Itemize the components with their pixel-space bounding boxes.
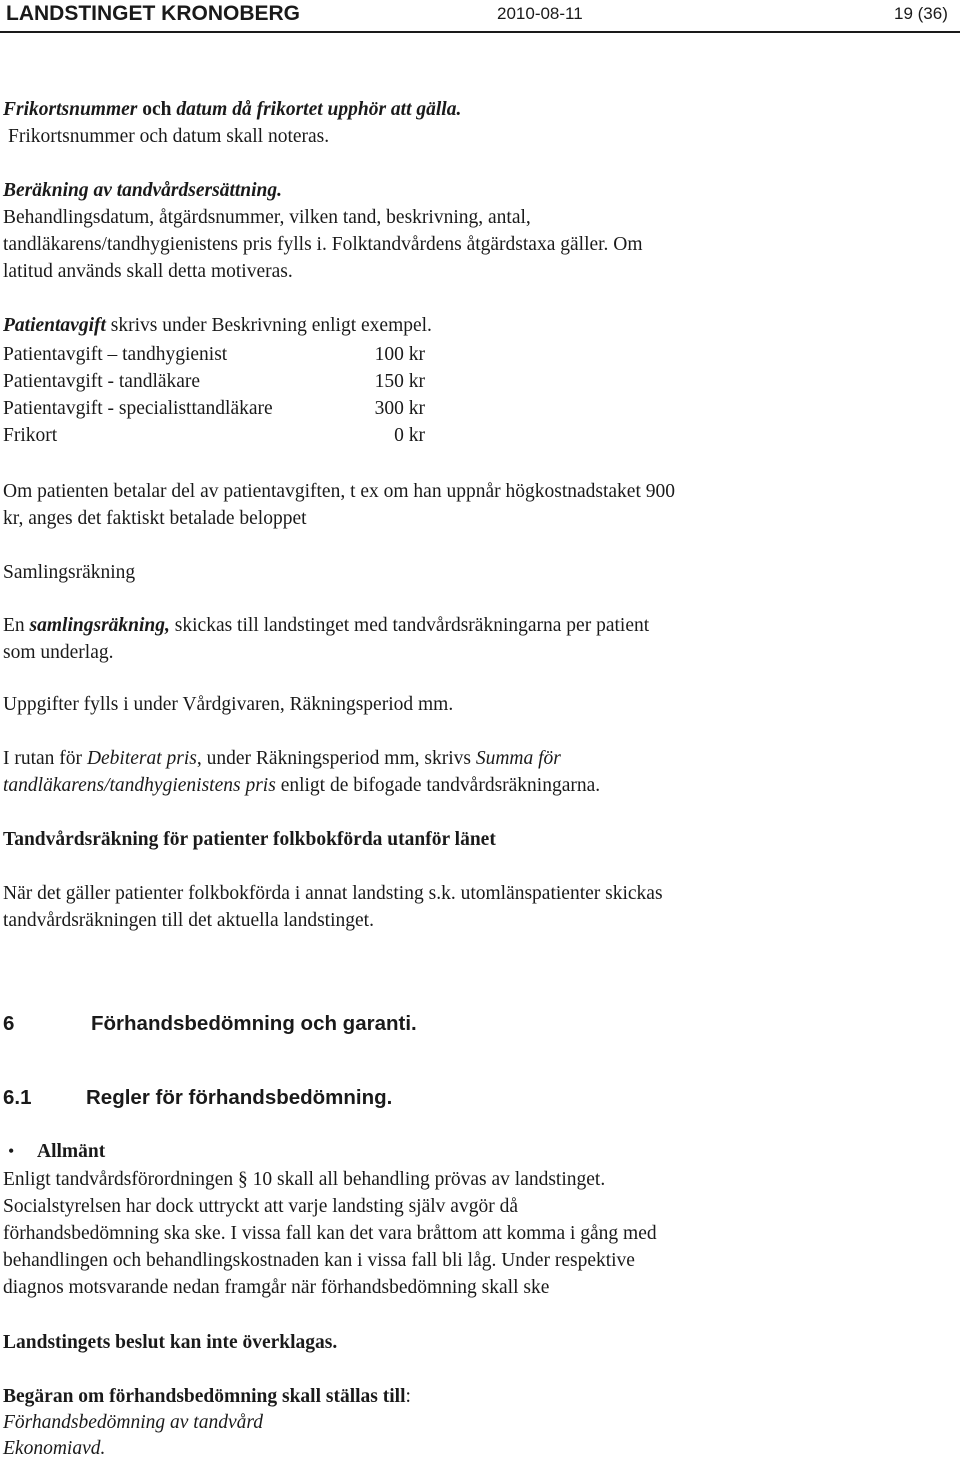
samlingsrakning-p1-pre: En: [3, 615, 30, 636]
frikort-heading-term: Frikortsnummer: [3, 99, 138, 120]
frikort-heading: [3, 96, 461, 123]
begaran-heading: [3, 1383, 411, 1410]
allmant-line-1: Enligt tandvårdsförordningen § 10 skall all behandling prövas av landstinget.: [3, 1169, 606, 1190]
frikort-line: Frikortsnummer och datum skall noteras.: [8, 126, 330, 147]
samlingsrakning-p2: Uppgifter fylls i under Vårdgivaren, Räkningsperiod mm.: [3, 694, 454, 715]
allmant-line-2: Socialstyrelsen har dock uttryckt att varje landsting själv avgör då: [3, 1196, 518, 1217]
samlingsrakning-term: samlingsräkning,: [29, 615, 170, 636]
samlingsrakning-p1-line-2: som underlag.: [3, 642, 114, 663]
frikort-heading-connector: och: [137, 99, 177, 120]
address-line-1: Förhandsbedömning av tandvård: [3, 1412, 263, 1433]
p3-post: enligt de bifogade tandvårdsräkningarna.: [275, 775, 601, 796]
begaran-bold: Begäran om förhandsbedömning skall ställas till: [3, 1386, 406, 1407]
fee-value-tandhygienist: 100 kr: [374, 344, 425, 365]
berakning-line-3: latitud används skall detta motiveras.: [3, 261, 293, 282]
allmant-heading: Allmänt: [37, 1141, 106, 1162]
section-6-1-title: Regler för förhandsbedömning.: [86, 1086, 393, 1109]
utanfor-line-1: När det gäller patienter folkbokförda i annat landsting s.k. utomlänspatienter skickas: [3, 883, 663, 904]
patientavgift-term: Patientavgift: [3, 315, 106, 336]
berakning-line-1: Behandlingsdatum, åtgärdsnummer, vilken tand, beskrivning, antal,: [3, 207, 531, 228]
p3-pre: I rutan för: [3, 748, 87, 769]
samlingsrakning-p3-line-2: [3, 772, 600, 799]
utanfor-heading: Tandvårdsräkning för patienter folkbokförda utanför länet: [3, 829, 496, 850]
samlingsrakning-p1-post: skickas till landstinget med tandvårdsräkningarna per patient: [169, 615, 650, 636]
fee-value-specialist: 300 kr: [374, 398, 425, 419]
header-divider: [0, 31, 960, 33]
patientavgift-note-line-1: Om patienten betalar del av patientavgiften, t ex om han uppnår högkostnadstaket 900: [3, 481, 676, 502]
fee-value-tandlakare: 150 kr: [374, 371, 425, 392]
p3-mid: , under Räkningsperiod mm, skrivs: [196, 748, 476, 769]
patientavgift-intro: [3, 312, 432, 339]
samlingsrakning-p1-line-1: [3, 612, 649, 639]
section-6-1-number: 6.1: [3, 1086, 32, 1109]
section-6-title: Förhandsbedömning och garanti.: [91, 1012, 417, 1035]
berakning-line-2: tandläkarens/tandhygienistens pris fylls i. Folktandvårdens åtgärdstaxa gäller. Om: [3, 234, 643, 255]
header-date: 2010-08-11: [497, 4, 583, 23]
p3-debiterat-pris: Debiterat pris: [86, 748, 197, 769]
berakning-heading: Beräkning av tandvårdsersättning.: [3, 180, 283, 201]
beslut-notice: Landstingets beslut kan inte överklagas.: [3, 1332, 338, 1353]
utanfor-line-2: tandvårdsräkningen till det aktuella landstinget.: [3, 910, 374, 931]
header-page-number: 19 (36): [894, 4, 948, 23]
section-6-number: 6: [3, 1012, 15, 1035]
address-line-2: Ekonomiavd.: [3, 1438, 106, 1459]
allmant-line-3: förhandsbedömning ska ske. I vissa fall kan det vara bråttom att komma i gång med: [3, 1223, 657, 1244]
samlingsrakning-heading: Samlingsräkning: [3, 562, 136, 583]
fee-value-frikort: 0 kr: [394, 425, 425, 446]
frikort-heading-date: datum då frikortet upphör att gälla.: [176, 99, 462, 120]
p3-pris-term: tandläkarens/tandhygienistens pris: [3, 775, 276, 796]
p3-summa-for: Summa för: [475, 748, 561, 769]
patientavgift-intro-rest: skrivs under Beskrivning enligt exempel.: [105, 315, 432, 336]
header-title: LANDSTINGET KRONOBERG: [6, 2, 300, 25]
samlingsrakning-p3-line-1: [3, 745, 561, 772]
patientavgift-note-line-2: kr, anges det faktiskt betalade beloppet: [3, 508, 307, 529]
fee-label-tandhygienist: Patientavgift – tandhygienist: [3, 344, 228, 365]
fee-label-frikort: Frikort: [3, 425, 58, 446]
fee-label-specialist: Patientavgift - specialisttandläkare: [3, 398, 273, 419]
allmant-line-5: diagnos motsvarande nedan framgår när förhandsbedömning skall ske: [3, 1277, 550, 1298]
allmant-line-4: behandlingen och behandlingskostnaden kan i vissa fall bli låg. Under respektive: [3, 1250, 635, 1271]
bullet-icon: •: [8, 1141, 15, 1161]
fee-label-tandlakare: Patientavgift - tandläkare: [3, 371, 201, 392]
begaran-colon: :: [405, 1386, 411, 1407]
